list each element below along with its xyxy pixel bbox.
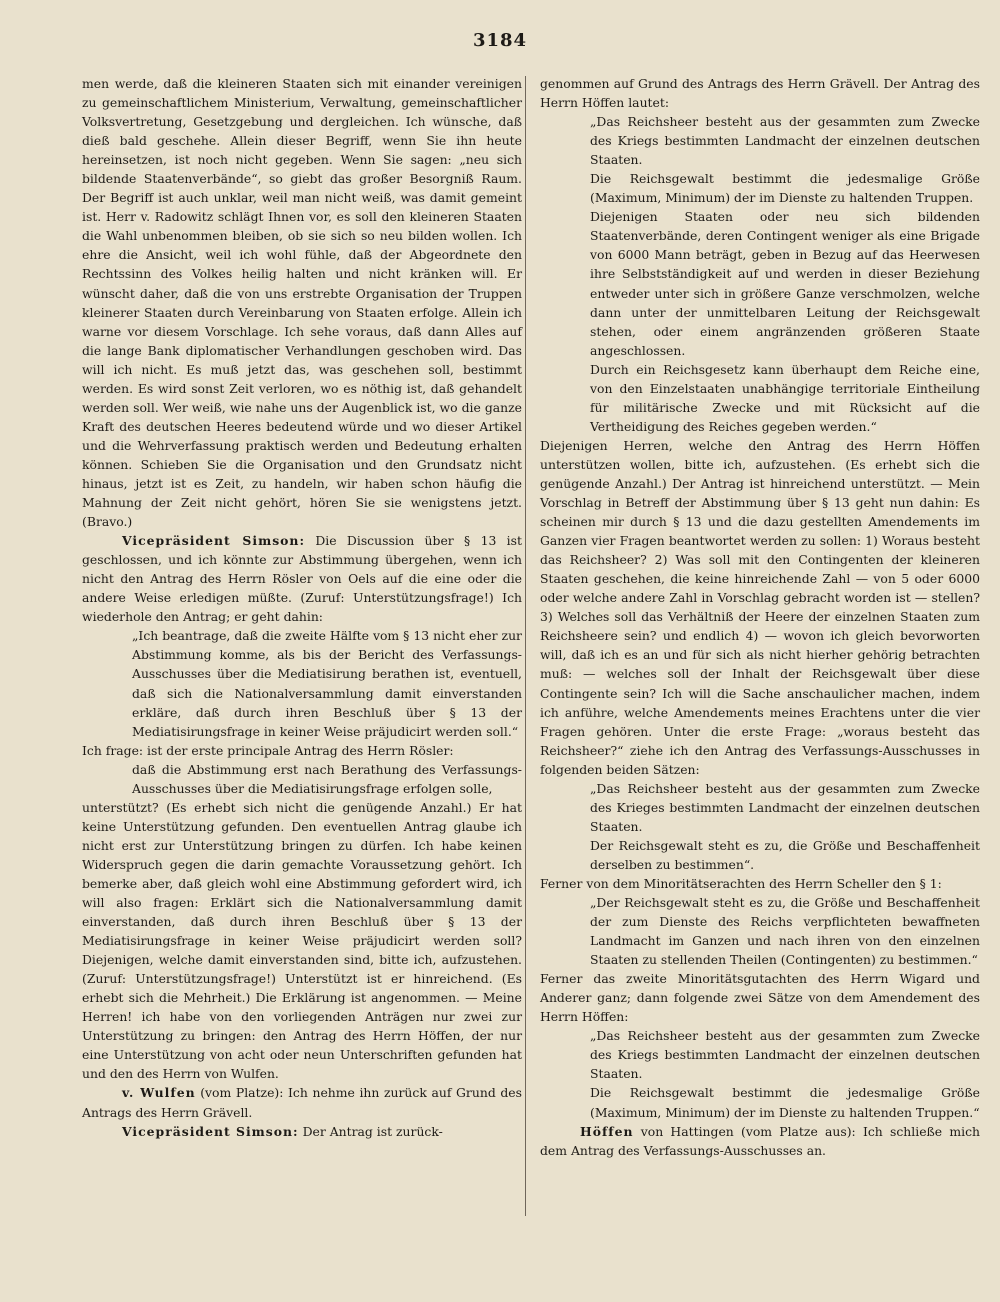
paragraph: Vicepräsident Simson: Der Antrag ist zurück- bbox=[122, 1123, 443, 1139]
paragraph: men werde, daß die kleineren Staaten sich mit einander vereinigen zu gemeinschaftlichem Ministerium, Verwaltung, gemeinschaftlicher Volksvertretung, Gesetzgebung und dergleichen. Ich wünsche, daß dieß bald geschehe. Allein dieser Begriff, wenn Sie ihn heute hereinsetzen, ist noch nicht gegeben. Wenn Sie sagen: „neu sich bildende Staatenverbände“, so giebt das großer Besorgniß Raum. Der Begriff ist auch unklar, weil man nicht weiß, was damit gemeint ist. Herr v. Radowitz schlägt Ihnen vor, es soll den kleineren Staaten die Wahl unbenommen bleiben, ob sie sich so neu bilden wollen. Ich ehre die Ansicht, weil ich wohl fühle, daß der Abgeordnete den Rechtssinn des Volkes heilig halten und nicht kränken will. Er wünscht daher, daß die von uns erstrebte Organisation der Truppen kleinerer Staaten durch Vereinbarung von Staaten erfolge. Allein ich warne vor diesem Vorschlage. Ich sehe voraus, daß dann Alles auf die lange Bank diplomatischer Verhandlungen geschoben wird. Das will ich nicht. Es muß jetzt das, was geschehen soll, bestimmt werden. Es wird sonst Zeit verloren, wo es nöthig ist, daß gehandelt werden soll. Wer weiß, wie nahe uns der Augenblick ist, wo die ganze Kraft des deutschen Heeres bedeutend würde und wo dieser Artikel und die Wehrverfassung praktisch werden und Bedeutung erhalten können. Schieben Sie die Organisation und den Grundsatz nicht hinaus, jetzt ist es Zeit, zu handeln, wir haben schon häufig die Mahnung der Zeit nicht gehört, hören Sie sie wenigstens jetzt. (Bravo.) bbox=[82, 76, 522, 530]
paragraph: Diejenigen Herren, welche den Antrag des Herrn Höffen unterstützen wollen, bitte ich, aufzustehen. (Es erhebt sich die genügende Anzahl.) Der Antrag ist hinreichend unterstützt. — Mein Vorschlag in Betreff der Abstimmung über § 13 geht nun dahin: Es scheinen mir durch § 13 und die dazu gestellten Amendements im Ganzen vier Fragen beantwortet werden zu sollen: 1) Woraus besteht das Reichsheer? 2) Was soll mit den Contingenten der kleineren Staaten geschehen, die keine hinreichende Zahl — von 5 oder 6000 oder welche andere Zahl in Vorschlag gebracht worden ist — stellen? 3) Welches soll das Verhältniß der Heere der einzelnen Staaten zum Reichsheere sein? und endlich 4) — wovon ich gleich bevorworten will, daß ich es an und für sich als nicht hierher gehörig betrachten muß: — welches soll der Inhalt der Reichsgewalt über diese Contingente sein? Ich will die Sache anschaulicher machen, indem ich anführe, welche Amendements meines Erachtens unter die vier Fragen gehören. Unter die erste Frage: „woraus besteht das Reichsheer?“ ziehe ich den Antrag des Verfassungs-Ausschusses in folgenden beiden Sätzen: bbox=[540, 437, 980, 777]
quoted-motion: daß die Abstimmung erst nach Berathung des Verfassungs-Ausschusses über die Mediatisirungsfrage erfolgen solle, bbox=[132, 761, 522, 796]
paragraph: Ich frage: ist der erste principale Antrag des Herrn Rösler: bbox=[82, 742, 454, 758]
quoted-motion: „Das Reichsheer besteht aus der gesammten zum Zwecke des Kriegs bestimmten Landmacht der einzelnen deutschen Staaten. bbox=[590, 1028, 980, 1082]
quoted-motion: „Ich beantrage, daß die zweite Hälfte vom § 13 nicht eher zur Abstimmung komme, als bis der Bericht des Verfassungs-Ausschusses über die Mediatisirung berathen ist, eventuell, daß sich die Nationalversammlung damit einverstanden erkläre, daß durch ihren Beschluß über § 13 der Mediatisirungsfrage in keiner Weise präjudicirt werden soll.“ bbox=[132, 628, 522, 739]
paragraph: v. Wulfen (vom Platze): Ich nehme ihn zurück auf Grund des Antrags des Herrn Grävell. bbox=[82, 1085, 522, 1120]
paragraph: genommen auf Grund des Antrags des Herrn Grävell. Der Antrag des Herrn Höffen lautet: bbox=[540, 76, 980, 111]
speaker-name: v. Wulfen bbox=[122, 1085, 196, 1101]
quoted-motion: „Das Reichsheer besteht aus der gesammten zum Zwecke des Krieges bestimmten Landmacht der einzelnen deutschen Staaten. bbox=[590, 780, 980, 834]
quoted-motion: Diejenigen Staaten oder neu sich bildenden Staatenverbände, deren Contingent weniger als eine Brigade von 6000 Mann beträgt, geben in Bezug auf das Heerwesen ihre Selbstständigkeit auf und werden in dieser Beziehung entweder unter sich in größere Ganze verschmolzen, welche dann unter der unmittelbaren Leitung der Reichsgewalt stehen, oder einem angränzenden größeren Staate angeschlossen. bbox=[590, 209, 980, 358]
quoted-motion: „Der Reichsgewalt steht es zu, die Größe und Beschaffenheit der zum Dienste des Reichs verpflichteten bewaffneten Landmacht im Ganzen und nach ihren von den einzelnen Staaten zu stellenden Theilen (Contingenten) zu bestimmen.“ bbox=[590, 895, 980, 968]
paragraph: Ferner das zweite Minoritätsgutachten des Herrn Wigard und Anderer ganz; dann folgende zwei Sätze von dem Amendement des Herrn Höffen: bbox=[540, 971, 980, 1025]
paragraph: unterstützt? (Es erhebt sich nicht die genügende Anzahl.) Er hat keine Unterstützung gefunden. Den eventuellen Antrag glaube ich nicht erst zur Unterstützung bringen zu dürfen. Ich habe keinen Widerspruch gegen die darin gemachte Voraussetzung gehört. Ich bemerke aber, daß gleich wohl eine Abstimmung gefordert wird, ich will also fragen: Erklärt sich die Nationalversammlung damit einverstanden, daß durch ihren Beschluß über § 13 der Mediatisirungsfrage in keiner Weise präjudicirt werden soll? Diejenigen, welche damit einverstanden sind, bitte ich, aufzustehen. (Zuruf: Unterstützungsfrage!) Unterstützt ist er hinreichend. (Es erhebt sich die Mehrheit.) Die Erklärung ist angenommen. — Meine Herren! ich habe von den vorliegenden Anträgen nur zwei zur Unterstützung zu bringen: den Antrag des Herrn Höffen, der nur eine Unterstützung von acht oder neun Unterschriften gefunden hat und den des Herrn von Wulfen. bbox=[82, 799, 522, 1082]
paragraph: Vicepräsident Simson: Die Discussion über § 13 ist geschlossen, und ich könnte zur Abstimmung übergehen, wenn ich nicht den Antrag des Herrn Rösler von Oels auf die eine oder die andere Weise erledigen müßte. (Zuruf: Unterstützungsfrage!) Ich wiederhole den Antrag; er geht dahin: bbox=[82, 533, 522, 625]
speaker-name: Höffen bbox=[580, 1123, 634, 1139]
left-column bbox=[82, 74, 522, 1141]
quoted-motion: Durch ein Reichsgesetz kann überhaupt dem Reiche eine, von den Einzelstaaten unabhängige territoriale Eintheilung für militärische Zwecke und mit Rücksicht auf die Vertheidigung des Reiches gegeben werden.“ bbox=[590, 361, 980, 434]
speaker-name: Vicepräsident Simson: bbox=[122, 533, 306, 549]
quoted-motion: Die Reichsgewalt bestimmt die jedesmalige Größe (Maximum, Minimum) der im Dienste zu haltenden Truppen. bbox=[590, 171, 980, 206]
paragraph: Höffen von Hattingen (vom Platze aus): Ich schließe mich dem Antrag des Verfassungs-Ausschusses an. bbox=[540, 1123, 980, 1158]
right-column bbox=[540, 74, 980, 1160]
quoted-motion: Die Reichsgewalt bestimmt die jedesmalige Größe (Maximum, Minimum) der im Dienste zu haltenden Truppen.“ bbox=[590, 1085, 980, 1120]
speaker-name: Vicepräsident Simson: bbox=[122, 1123, 299, 1139]
quoted-motion: „Das Reichsheer besteht aus der gesammten zum Zwecke des Kriegs bestimmten Landmacht der einzelnen deutschen Staaten. bbox=[590, 114, 980, 168]
column-divider bbox=[525, 76, 526, 1216]
paragraph: Ferner von dem Minoritätserachten des Herrn Scheller den § 1: bbox=[540, 875, 942, 891]
page-number: 3184 bbox=[472, 30, 528, 51]
quoted-motion: Der Reichsgewalt steht es zu, die Größe und Beschaffenheit derselben zu bestimmen“. bbox=[590, 837, 980, 872]
